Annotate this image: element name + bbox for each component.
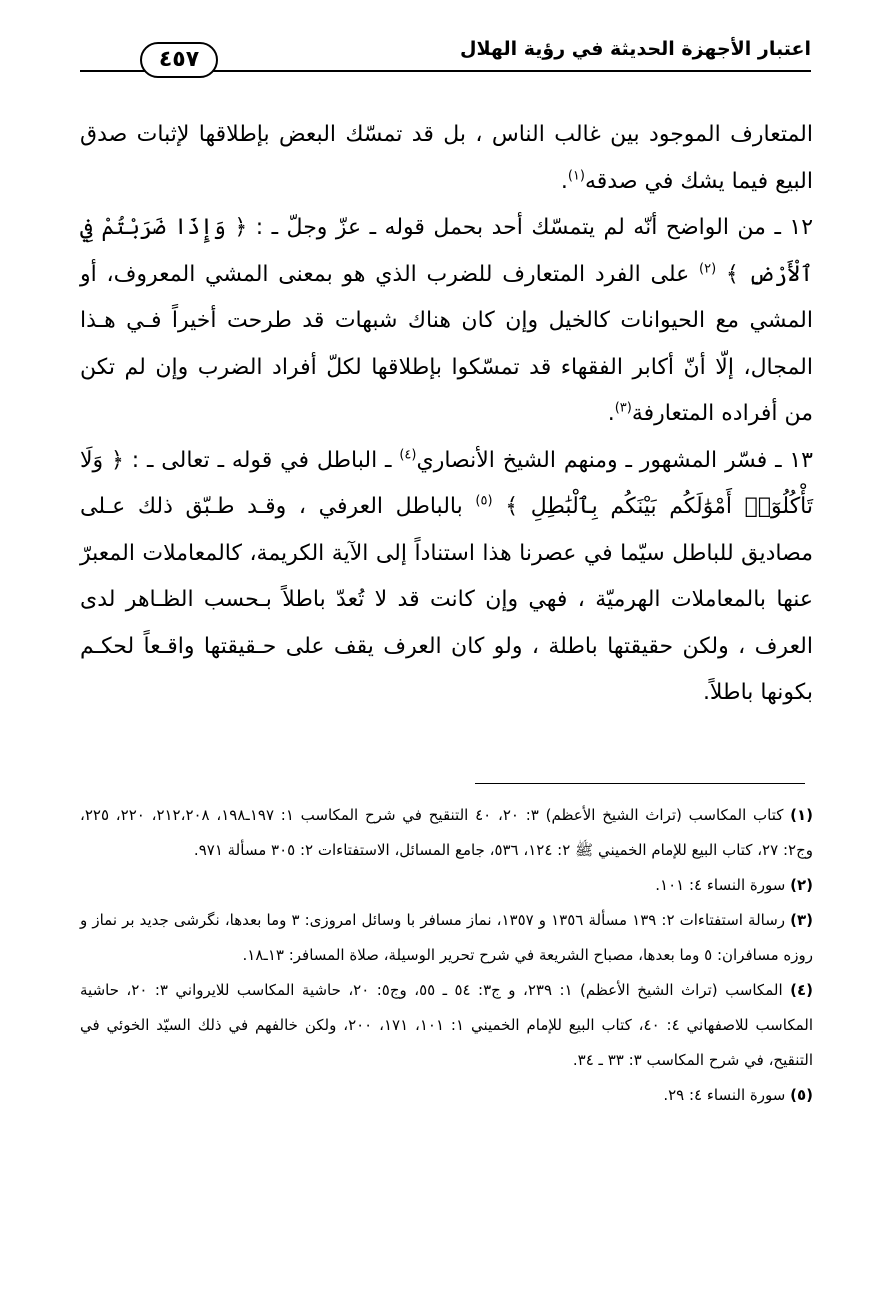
quran-verse-1: ﴿ وَإِذَا ضَرَبْتُمْ فِي ٱلْأَرْضِ ﴾ xyxy=(80,215,813,287)
paragraph-3 xyxy=(80,438,813,717)
footnote-number: (٤) xyxy=(790,981,813,999)
footnotes xyxy=(80,798,813,1113)
paragraph-1 xyxy=(80,112,813,205)
footnote-3 xyxy=(80,903,813,973)
paragraph-2-end: . xyxy=(607,401,615,426)
paragraph-1-text: المتعارف الموجود بين غالب الناس ، بل قد تمسّك البعض بإطلاقها لإثبات صدق البيع فيما يشك في صدقه xyxy=(80,122,813,194)
paragraph-1-end: . xyxy=(560,168,568,194)
footnote-number: (٢) xyxy=(790,876,813,894)
paragraph-3-text-c: بالباطل العرفي ، وقـد طـبّق ذلك عـلى مصاديق للباطل سيّما في عصرنا هذا استناداً إلى الآية الكريمة، كالمعاملات المعبرّ عنها بالمعاملات الهرميّة ، فهي وإن كانت قد لا تُعدّ باطلاً بـحسب الظـاهر لدى العرف ، ولكن حقيقتها باطلة ، ولو كان العرف يقف على حـقيقتها واقـعاً لحكـم بكونها باطلاً. xyxy=(80,494,813,705)
footnote-text: كتاب المكاسب (تراث الشيخ الأعظم) ٣: ٢٠، ٤٠ التنقيح في شرح المكاسب ١: ١٩٧ـ١٩٨، ٢١٢،٢٠٨، ٢٢٠، ٢٢٥، وج٢: ٢٧، كتاب البيع للإمام الخميني ﷺ ٢: ١٢٤، ٥٣٦، جامع المسائل، الاستفتاءات ٢: ٣٠٥ مسألة ٩٧١. xyxy=(80,806,813,859)
footnote-separator xyxy=(475,783,805,784)
paragraph-3-text-a: ١٣ ـ فسّر المشهور ـ ومنهم الشيخ الأنصاري xyxy=(416,447,813,473)
footnote-4 xyxy=(80,973,813,1078)
running-header xyxy=(80,28,811,72)
running-title: اعتبار الأجهزة الحديثة في رؤية الهلال xyxy=(460,38,811,60)
footnote-text: رسالة استفتاءات ٢: ١٣٩ مسألة ١٣٥٦ و ١٣٥٧، نماز مسافر با وسائل امروزى: ٣ وما بعدها، نگرشى جديد بر نماز و روزه مسافران: ٥ وما بعدها، مصباح الشريعة في شرح تحرير الوسيلة، صلاة المسافر: ١٣ـ١٨. xyxy=(80,911,813,964)
footnote-ref-1[interactable]: (١) xyxy=(567,168,585,184)
paragraph-3-text-b: ـ الباطل في قوله ـ تعالى ـ : xyxy=(131,447,392,473)
paragraph-2-text-b: على الفرد المتعارف للضرب الذي هو بمعنى المشي المعروف، أو المشي مع الحيوانات كالخيل وإن كان هناك شبهات قد طرحت أخيراً فـي هـذا المجال، إلّا أنّ أكابر الفقهاء قد تمسّكوا بإطلاقها لكلّ أفراد الضرب وإن لم تكن من أفراده المتعارفة xyxy=(80,261,813,426)
paragraph-2 xyxy=(80,205,813,438)
quran-verse-2: ﴿ وَلَا تَأْكُلُوٓا۟ أَمْوَٰلَكُم بَيْنَكُم بِٱلْبَٰطِلِ ﴾ xyxy=(80,447,814,519)
footnote-ref-3[interactable]: (٣) xyxy=(614,400,632,416)
footnote-2 xyxy=(80,868,813,903)
footnote-number: (٥) xyxy=(790,1086,813,1104)
footnote-text: سورة النساء ٤: ٢٩. xyxy=(663,1086,786,1104)
footnote-ref-2[interactable]: (٢) xyxy=(699,261,717,277)
footnote-ref-5[interactable]: (٥) xyxy=(475,493,493,509)
footnote-text: سورة النساء ٤: ١٠١. xyxy=(655,876,786,894)
footnote-text: المكاسب (تراث الشيخ الأعظم) ١: ٢٣٩، و ج٣: ٥٤ ـ ٥٥، وج٥: ٢٠، حاشية المكاسب للايرواني ٣: ٢٠، حاشية المكاسب للاصفهاني ٤: ٤٠، كتاب البيع للإمام الخميني ١: ١٠١، ١٧١، ٢٠٠، ولكن خالفهم في ذلك السيّد الخوئي في التنقيح، في شرح المكاسب ٣: ٣٣ ـ ٣٤. xyxy=(80,981,814,1069)
footnote-number: (٣) xyxy=(790,911,814,929)
footnote-ref-4[interactable]: (٤) xyxy=(399,447,417,463)
page-number: ٤٥٧ xyxy=(140,42,218,78)
paragraph-2-text-a: ١٢ ـ من الواضح أنّه لم يتمسّك أحد بحمل قوله ـ عزّ وجلّ ـ : xyxy=(255,215,814,240)
main-text xyxy=(80,112,813,717)
footnote-5 xyxy=(80,1078,813,1113)
footnote-1 xyxy=(80,798,813,868)
footnote-number: (١) xyxy=(790,806,814,824)
